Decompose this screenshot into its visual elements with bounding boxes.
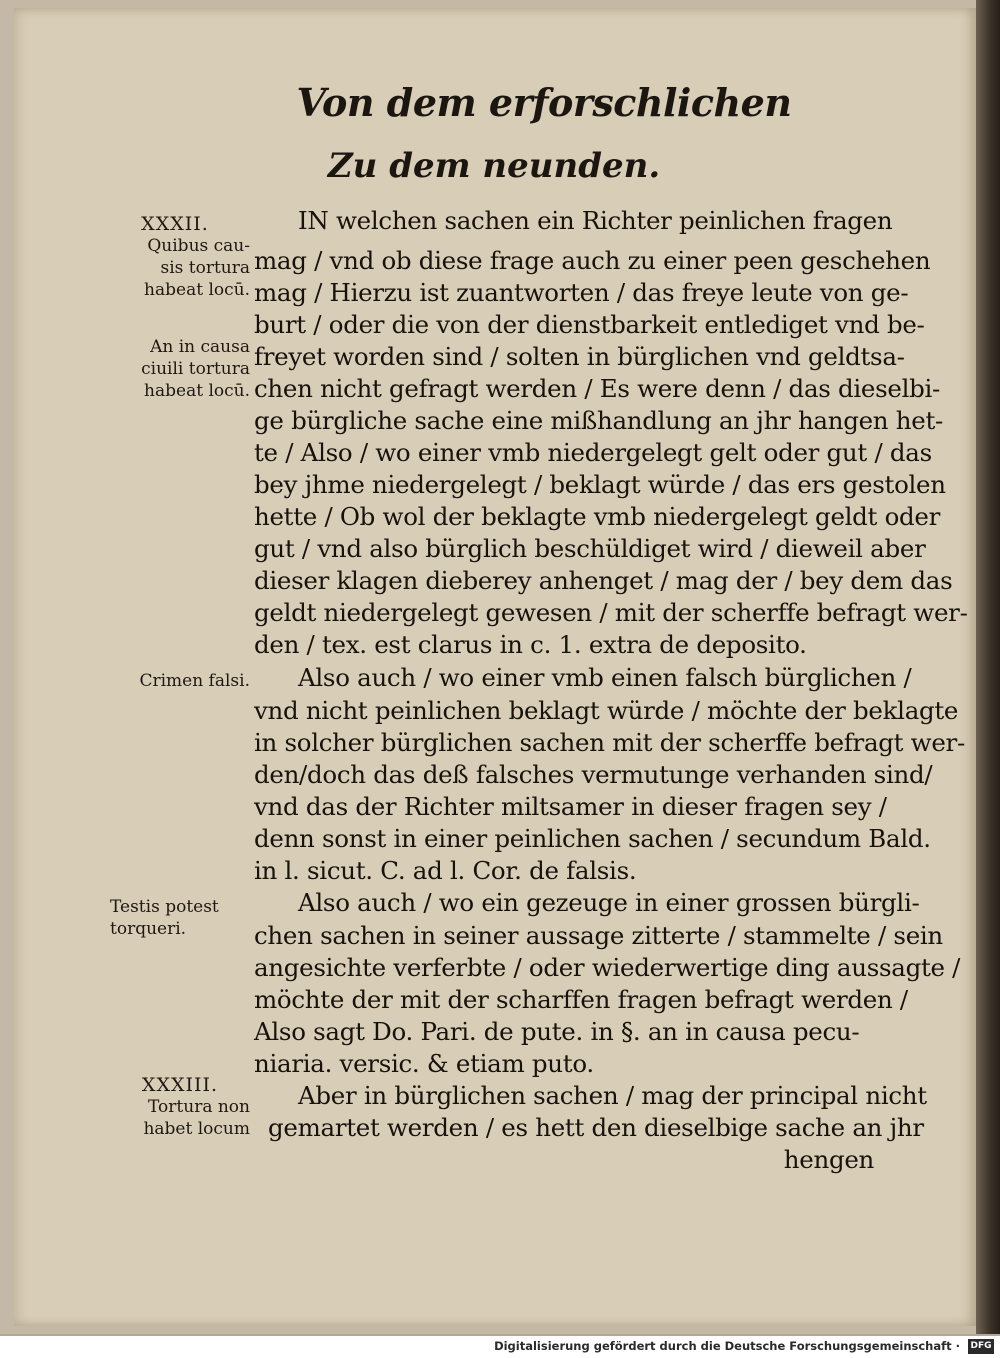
margin-note-line: ciuili tortura: [141, 359, 250, 379]
text-line: mag / Hierzu ist zuantworten / das freye leute von ge-: [254, 278, 909, 307]
text-line: vnd nicht peinlichen beklagt würde / möchte der beklagte: [254, 696, 959, 725]
margin-note: [110, 336, 250, 402]
margin-note-line: Quibus cau-: [147, 236, 250, 256]
margin-note-line: XXXII.: [141, 213, 209, 235]
margin-note-line: XXXIII.: [141, 1074, 219, 1096]
text-line: chen nicht gefragt werden / Es were denn / das dieselbi-: [254, 374, 941, 403]
running-head: Von dem erforschlichen: [296, 80, 792, 125]
margin-note: [110, 213, 250, 301]
margin-note-line: sis tortura: [160, 258, 250, 278]
footer-credit: Digitalisierung gefördert durch die Deutsche Forschungsgemeinschaft ·: [494, 1339, 960, 1353]
text-line: Also auch / wo ein gezeuge in einer grossen bürgli-: [298, 888, 920, 917]
section-title: Zu dem neunden.: [327, 146, 661, 186]
margin-note-line: habet locum: [143, 1119, 250, 1139]
book-page: [14, 8, 979, 1326]
margin-note: [110, 896, 250, 940]
text-line: in l. sicut. C. ad l. Cor. de falsis.: [254, 856, 637, 885]
footer-bar: [0, 1336, 1000, 1358]
text-line: angesichte verferbte / oder wiederwertige ding aussagte /: [254, 953, 961, 982]
margin-note: [110, 670, 250, 692]
text-line: Aber in bürglichen sachen / mag der principal nicht: [298, 1081, 927, 1110]
dfg-logo-icon: DFG: [968, 1339, 994, 1354]
margin-note-line: torqueri.: [110, 919, 187, 939]
margin-note-line: An in causa: [150, 337, 250, 357]
text-line: möchte der mit der scharffen fragen befragt werden /: [254, 985, 908, 1014]
text-line: hette / Ob wol der beklagte vmb niedergelegt geldt oder: [254, 502, 941, 531]
text-line: niaria. versic. & etiam puto.: [254, 1049, 594, 1078]
text-line: dieser klagen dieberey anhenget / mag der / bey dem das: [254, 566, 953, 595]
text-line: mag / vnd ob diese frage auch zu einer peen geschehen: [254, 246, 931, 275]
text-line: denn sonst in einer peinlichen sachen / secundum Bald.: [254, 824, 931, 853]
text-line: Also auch / wo einer vmb einen falsch bürglichen /: [298, 663, 912, 692]
text-line: burt / oder die von der dienstbarkeit entlediget vnd be-: [254, 310, 925, 339]
margin-note-line: Tortura non: [148, 1097, 250, 1117]
text-line: Also sagt Do. Pari. de pute. in §. an in causa pecu-: [254, 1017, 860, 1046]
text-line: bey jhme niedergelegt / beklagt würde / das ers gestolen: [254, 470, 946, 499]
text-line: in solcher bürglichen sachen mit der scherffe befragt wer-: [254, 728, 965, 757]
margin-note-line: habeat locū.: [144, 381, 250, 401]
margin-note-line: Testis potest: [110, 897, 219, 917]
text-line: gemartet werden / es hett den dieselbige sache an jhr: [268, 1113, 924, 1142]
margin-note-line: Crimen falsi.: [139, 671, 250, 691]
text-line: ge bürgliche sache eine mißhandlung an jhr hangen het-: [254, 406, 943, 435]
text-line: geldt niedergelegt gewesen / mit der scherffe befragt wer-: [254, 598, 968, 627]
text-line: te / Also / wo einer vmb niedergelegt gelt oder gut / das: [254, 438, 932, 467]
margin-note: [110, 1074, 250, 1140]
text-line: IN welchen sachen ein Richter peinlichen fragen: [298, 206, 893, 235]
text-line: gut / vnd also bürglich beschüldiget wird / dieweil aber: [254, 534, 926, 563]
text-line: vnd das der Richter miltsamer in dieser fragen sey /: [254, 792, 887, 821]
text-line: den / tex. est clarus in c. 1. extra de deposito.: [254, 630, 807, 659]
text-line: hengen: [783, 1145, 874, 1174]
text-line: den/doch das deß falsches vermutunge verhanden sind/: [254, 760, 933, 789]
text-line: chen sachen in seiner aussage zitterte / stammelte / sein: [254, 921, 943, 950]
book-spine: [976, 0, 1000, 1334]
text-line: freyet worden sind / solten in bürglichen vnd geldtsa-: [254, 342, 905, 371]
margin-note-line: habeat locū.: [144, 280, 250, 300]
